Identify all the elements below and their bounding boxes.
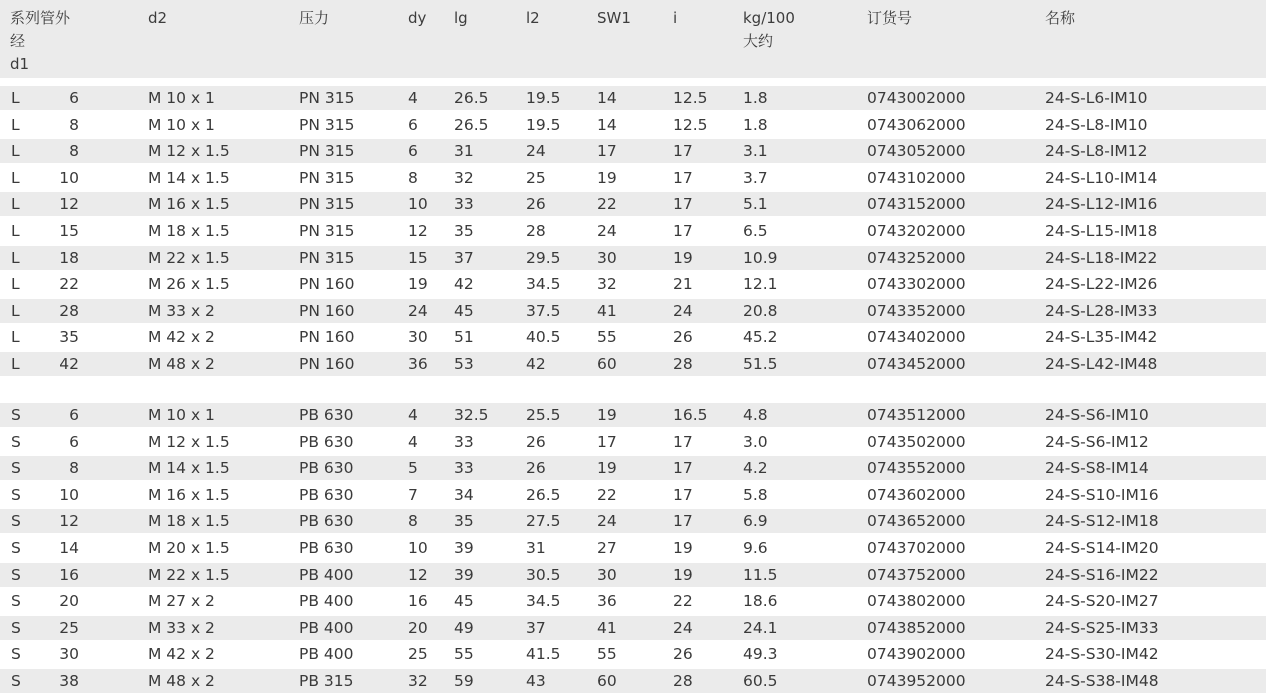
i-cell: 17 bbox=[673, 459, 693, 478]
sw1-cell: 41 bbox=[597, 301, 617, 320]
outer-diameter-cell: 38 bbox=[59, 672, 79, 690]
thread-d2-cell: M 42 x 2 bbox=[148, 645, 215, 664]
sw1-cell: 36 bbox=[597, 592, 617, 611]
order-number-cell: 0743002000 bbox=[867, 89, 966, 107]
sw1-cell: 60 bbox=[597, 355, 617, 373]
table-row bbox=[0, 403, 1266, 427]
order-number-cell: 0743452000 bbox=[867, 355, 966, 373]
table-row bbox=[0, 456, 1266, 480]
table-row bbox=[0, 219, 1266, 243]
outer-diameter-cell: 15 bbox=[59, 222, 79, 240]
pressure-cell: PB 630 bbox=[299, 539, 354, 557]
series-cell: L bbox=[11, 248, 20, 267]
l2-cell: 37.5 bbox=[526, 301, 561, 320]
sw1-cell: 55 bbox=[597, 328, 617, 347]
table-row bbox=[0, 325, 1266, 349]
series-cell: L bbox=[11, 89, 20, 107]
i-cell: 26 bbox=[673, 645, 693, 664]
table-row bbox=[0, 589, 1266, 613]
l2-cell: 24 bbox=[526, 142, 546, 161]
lg-cell: 26.5 bbox=[454, 115, 489, 134]
dy-cell: 4 bbox=[408, 89, 418, 107]
pressure-cell: PN 315 bbox=[299, 89, 355, 107]
order-number-cell: 0743652000 bbox=[867, 512, 966, 531]
header-sw1: SW1 bbox=[597, 9, 631, 27]
sw1-cell: 60 bbox=[597, 672, 617, 690]
order-number-cell: 0743102000 bbox=[867, 168, 966, 187]
pressure-cell: PN 315 bbox=[299, 248, 355, 267]
thread-d2-cell: M 48 x 2 bbox=[148, 355, 215, 373]
thread-d2-cell: M 14 x 1.5 bbox=[148, 168, 230, 187]
series-cell: S bbox=[11, 459, 21, 478]
order-number-cell: 0743852000 bbox=[867, 618, 966, 637]
outer-diameter-cell: 10 bbox=[59, 168, 79, 187]
thread-d2-cell: M 10 x 1 bbox=[148, 115, 215, 134]
thread-d2-cell: M 12 x 1.5 bbox=[148, 142, 230, 161]
sw1-cell: 55 bbox=[597, 645, 617, 664]
sw1-cell: 19 bbox=[597, 406, 617, 424]
series-cell: S bbox=[11, 539, 21, 557]
outer-diameter-cell: 16 bbox=[59, 565, 79, 584]
i-cell: 17 bbox=[673, 512, 693, 531]
l2-cell: 25.5 bbox=[526, 406, 561, 424]
dy-cell: 5 bbox=[408, 459, 418, 478]
weight-cell: 4.2 bbox=[743, 459, 768, 478]
sw1-cell: 17 bbox=[597, 142, 617, 161]
part-name-cell: 24-S-L8-IM12 bbox=[1045, 142, 1148, 161]
part-name-cell: 24-S-S30-IM42 bbox=[1045, 645, 1159, 664]
lg-cell: 33 bbox=[454, 459, 474, 478]
part-name-cell: 24-S-S16-IM22 bbox=[1045, 565, 1159, 584]
header-series-d1: 系列管外 经 d1 bbox=[10, 9, 71, 73]
weight-cell: 3.7 bbox=[743, 168, 768, 187]
series-cell: S bbox=[11, 672, 21, 690]
dy-cell: 6 bbox=[408, 142, 418, 161]
table-row bbox=[0, 616, 1266, 640]
lg-cell: 35 bbox=[454, 222, 474, 240]
pressure-cell: PB 400 bbox=[299, 565, 354, 584]
lg-cell: 39 bbox=[454, 565, 474, 584]
outer-diameter-cell: 6 bbox=[69, 406, 79, 424]
outer-diameter-cell: 8 bbox=[69, 115, 79, 134]
table-row bbox=[0, 509, 1266, 533]
order-number-cell: 0743552000 bbox=[867, 459, 966, 478]
thread-d2-cell: M 33 x 2 bbox=[148, 618, 215, 637]
header-l2: l2 bbox=[526, 9, 540, 27]
thread-d2-cell: M 42 x 2 bbox=[148, 328, 215, 347]
thread-d2-cell: M 10 x 1 bbox=[148, 406, 215, 424]
dy-cell: 4 bbox=[408, 406, 418, 424]
i-cell: 26 bbox=[673, 328, 693, 347]
outer-diameter-cell: 30 bbox=[59, 645, 79, 664]
dy-cell: 36 bbox=[408, 355, 428, 373]
part-name-cell: 24-S-L42-IM48 bbox=[1045, 355, 1158, 373]
header-pressure: 压力 bbox=[299, 9, 330, 27]
order-number-cell: 0743252000 bbox=[867, 248, 966, 267]
part-name-cell: 24-S-S38-IM48 bbox=[1045, 672, 1159, 690]
weight-cell: 3.0 bbox=[743, 432, 768, 451]
thread-d2-cell: M 48 x 2 bbox=[148, 672, 215, 690]
order-number-cell: 0743402000 bbox=[867, 328, 966, 347]
header-lg: lg bbox=[454, 9, 468, 27]
series-cell: L bbox=[11, 195, 20, 214]
series-cell: L bbox=[11, 275, 20, 294]
thread-d2-cell: M 10 x 1 bbox=[148, 89, 215, 107]
i-cell: 16.5 bbox=[673, 406, 708, 424]
outer-diameter-cell: 6 bbox=[69, 89, 79, 107]
i-cell: 17 bbox=[673, 168, 693, 187]
dy-cell: 8 bbox=[408, 512, 418, 531]
pressure-cell: PN 315 bbox=[299, 222, 355, 240]
sw1-cell: 24 bbox=[597, 222, 617, 240]
weight-cell: 12.1 bbox=[743, 275, 778, 294]
l2-cell: 27.5 bbox=[526, 512, 561, 531]
l2-cell: 34.5 bbox=[526, 275, 561, 294]
lg-cell: 31 bbox=[454, 142, 474, 161]
lg-cell: 55 bbox=[454, 645, 474, 664]
pressure-cell: PB 400 bbox=[299, 592, 354, 611]
header-i: i bbox=[673, 9, 678, 27]
dy-cell: 12 bbox=[408, 565, 428, 584]
pressure-cell: PN 315 bbox=[299, 195, 355, 214]
part-name-cell: 24-S-L28-IM33 bbox=[1045, 301, 1158, 320]
table-row bbox=[0, 563, 1266, 587]
lg-cell: 33 bbox=[454, 432, 474, 451]
table-row bbox=[0, 86, 1266, 110]
l2-cell: 29.5 bbox=[526, 248, 561, 267]
dy-cell: 6 bbox=[408, 115, 418, 134]
sw1-cell: 19 bbox=[597, 459, 617, 478]
pressure-cell: PB 315 bbox=[299, 672, 354, 690]
sw1-cell: 22 bbox=[597, 195, 617, 214]
i-cell: 12.5 bbox=[673, 115, 708, 134]
l2-cell: 30.5 bbox=[526, 565, 561, 584]
order-number-cell: 0743502000 bbox=[867, 432, 966, 451]
lg-cell: 45 bbox=[454, 301, 474, 320]
sw1-cell: 24 bbox=[597, 512, 617, 531]
table-row bbox=[0, 642, 1266, 666]
header-dy: dy bbox=[408, 9, 427, 27]
l2-cell: 41.5 bbox=[526, 645, 561, 664]
series-cell: L bbox=[11, 115, 20, 134]
pressure-cell: PB 630 bbox=[299, 485, 354, 504]
l2-cell: 28 bbox=[526, 222, 546, 240]
part-name-cell: 24-S-L18-IM22 bbox=[1045, 248, 1158, 267]
pressure-cell: PN 160 bbox=[299, 328, 355, 347]
table-row bbox=[0, 113, 1266, 137]
i-cell: 19 bbox=[673, 539, 693, 557]
series-cell: S bbox=[11, 565, 21, 584]
dy-cell: 32 bbox=[408, 672, 428, 690]
order-number-cell: 0743512000 bbox=[867, 406, 966, 424]
weight-cell: 6.5 bbox=[743, 222, 768, 240]
i-cell: 21 bbox=[673, 275, 693, 294]
series-cell: S bbox=[11, 406, 21, 424]
dy-cell: 12 bbox=[408, 222, 428, 240]
thread-d2-cell: M 27 x 2 bbox=[148, 592, 215, 611]
series-cell: S bbox=[11, 592, 21, 611]
order-number-cell: 0743952000 bbox=[867, 672, 966, 690]
sw1-cell: 17 bbox=[597, 432, 617, 451]
part-name-cell: 24-S-S14-IM20 bbox=[1045, 539, 1159, 557]
dy-cell: 24 bbox=[408, 301, 428, 320]
table-row bbox=[0, 669, 1266, 693]
l2-cell: 26 bbox=[526, 432, 546, 451]
part-name-cell: 24-S-L15-IM18 bbox=[1045, 222, 1158, 240]
i-cell: 19 bbox=[673, 565, 693, 584]
outer-diameter-cell: 18 bbox=[59, 248, 79, 267]
thread-d2-cell: M 16 x 1.5 bbox=[148, 195, 230, 214]
part-name-cell: 24-S-S6-IM10 bbox=[1045, 406, 1149, 424]
thread-d2-cell: M 26 x 1.5 bbox=[148, 275, 230, 294]
weight-cell: 1.8 bbox=[743, 89, 768, 107]
pressure-cell: PN 315 bbox=[299, 142, 355, 161]
l2-cell: 37 bbox=[526, 618, 546, 637]
part-name-cell: 24-S-S12-IM18 bbox=[1045, 512, 1159, 531]
dy-cell: 10 bbox=[408, 539, 428, 557]
lg-cell: 34 bbox=[454, 485, 474, 504]
table-header bbox=[0, 0, 1266, 78]
l2-cell: 26 bbox=[526, 195, 546, 214]
outer-diameter-cell: 10 bbox=[59, 485, 79, 504]
lg-cell: 26.5 bbox=[454, 89, 489, 107]
lg-cell: 49 bbox=[454, 618, 474, 637]
lg-cell: 32 bbox=[454, 168, 474, 187]
weight-cell: 4.8 bbox=[743, 406, 768, 424]
weight-cell: 20.8 bbox=[743, 301, 778, 320]
thread-d2-cell: M 33 x 2 bbox=[148, 301, 215, 320]
dy-cell: 4 bbox=[408, 432, 418, 451]
pressure-cell: PN 160 bbox=[299, 355, 355, 373]
pressure-cell: PN 315 bbox=[299, 115, 355, 134]
table-row bbox=[0, 246, 1266, 270]
dy-cell: 15 bbox=[408, 248, 428, 267]
series-cell: S bbox=[11, 485, 21, 504]
part-name-cell: 24-S-S20-IM27 bbox=[1045, 592, 1159, 611]
i-cell: 12.5 bbox=[673, 89, 708, 107]
outer-diameter-cell: 8 bbox=[69, 142, 79, 161]
outer-diameter-cell: 42 bbox=[59, 355, 79, 373]
order-number-cell: 0743802000 bbox=[867, 592, 966, 611]
part-name-cell: 24-S-L12-IM16 bbox=[1045, 195, 1158, 214]
l2-cell: 34.5 bbox=[526, 592, 561, 611]
header-name: 名称 bbox=[1045, 9, 1076, 27]
weight-cell: 49.3 bbox=[743, 645, 778, 664]
table-row bbox=[0, 352, 1266, 376]
pressure-cell: PB 400 bbox=[299, 645, 354, 664]
outer-diameter-cell: 6 bbox=[69, 432, 79, 451]
i-cell: 28 bbox=[673, 355, 693, 373]
outer-diameter-cell: 35 bbox=[59, 328, 79, 347]
sw1-cell: 30 bbox=[597, 248, 617, 267]
l2-cell: 26.5 bbox=[526, 485, 561, 504]
dy-cell: 8 bbox=[408, 168, 418, 187]
series-cell: S bbox=[11, 618, 21, 637]
l2-cell: 31 bbox=[526, 539, 546, 557]
sw1-cell: 22 bbox=[597, 485, 617, 504]
table-row bbox=[0, 536, 1266, 560]
weight-cell: 6.9 bbox=[743, 512, 768, 531]
table-row bbox=[0, 430, 1266, 454]
l2-cell: 26 bbox=[526, 459, 546, 478]
thread-d2-cell: M 20 x 1.5 bbox=[148, 539, 230, 557]
lg-cell: 35 bbox=[454, 512, 474, 531]
table-row bbox=[0, 166, 1266, 190]
part-name-cell: 24-S-S8-IM14 bbox=[1045, 459, 1149, 478]
series-cell: L bbox=[11, 355, 20, 373]
header-weight: kg/100 大约 bbox=[743, 9, 795, 50]
pressure-cell: PB 630 bbox=[299, 459, 354, 478]
sw1-cell: 32 bbox=[597, 275, 617, 294]
series-cell: L bbox=[11, 142, 20, 161]
order-number-cell: 0743302000 bbox=[867, 275, 966, 294]
i-cell: 17 bbox=[673, 485, 693, 504]
weight-cell: 51.5 bbox=[743, 355, 778, 373]
weight-cell: 24.1 bbox=[743, 618, 778, 637]
i-cell: 22 bbox=[673, 592, 693, 611]
series-cell: L bbox=[11, 222, 20, 240]
order-number-cell: 0743062000 bbox=[867, 115, 966, 134]
dy-cell: 25 bbox=[408, 645, 428, 664]
header-d2: d2 bbox=[148, 9, 168, 27]
lg-cell: 59 bbox=[454, 672, 474, 690]
l2-cell: 19.5 bbox=[526, 115, 561, 134]
part-name-cell: 24-S-S6-IM12 bbox=[1045, 432, 1149, 451]
series-cell: S bbox=[11, 432, 21, 451]
outer-diameter-cell: 12 bbox=[59, 512, 79, 531]
order-number-cell: 0743152000 bbox=[867, 195, 966, 214]
series-cell: L bbox=[11, 168, 20, 187]
l2-cell: 42 bbox=[526, 355, 546, 373]
order-number-cell: 0743602000 bbox=[867, 485, 966, 504]
thread-d2-cell: M 22 x 1.5 bbox=[148, 565, 230, 584]
i-cell: 17 bbox=[673, 142, 693, 161]
sw1-cell: 27 bbox=[597, 539, 617, 557]
outer-diameter-cell: 8 bbox=[69, 459, 79, 478]
part-name-cell: 24-S-L6-IM10 bbox=[1045, 89, 1148, 107]
pressure-cell: PB 630 bbox=[299, 406, 354, 424]
series-cell: S bbox=[11, 512, 21, 531]
series-cell: L bbox=[11, 301, 20, 320]
dy-cell: 20 bbox=[408, 618, 428, 637]
pressure-cell: PB 630 bbox=[299, 512, 354, 531]
weight-cell: 3.1 bbox=[743, 142, 768, 161]
thread-d2-cell: M 12 x 1.5 bbox=[148, 432, 230, 451]
thread-d2-cell: M 16 x 1.5 bbox=[148, 485, 230, 504]
pressure-cell: PN 315 bbox=[299, 168, 355, 187]
weight-cell: 1.8 bbox=[743, 115, 768, 134]
lg-cell: 39 bbox=[454, 539, 474, 557]
table-row bbox=[0, 299, 1266, 323]
table-row bbox=[0, 192, 1266, 216]
weight-cell: 11.5 bbox=[743, 565, 778, 584]
weight-cell: 5.1 bbox=[743, 195, 768, 214]
table-row bbox=[0, 139, 1266, 163]
part-name-cell: 24-S-L35-IM42 bbox=[1045, 328, 1158, 347]
outer-diameter-cell: 12 bbox=[59, 195, 79, 214]
i-cell: 28 bbox=[673, 672, 693, 690]
outer-diameter-cell: 22 bbox=[59, 275, 79, 294]
order-number-cell: 0743902000 bbox=[867, 645, 966, 664]
i-cell: 24 bbox=[673, 618, 693, 637]
lg-cell: 37 bbox=[454, 248, 474, 267]
dy-cell: 16 bbox=[408, 592, 428, 611]
outer-diameter-cell: 25 bbox=[59, 618, 79, 637]
outer-diameter-cell: 28 bbox=[59, 301, 79, 320]
l2-cell: 25 bbox=[526, 168, 546, 187]
l2-cell: 19.5 bbox=[526, 89, 561, 107]
l2-cell: 43 bbox=[526, 672, 546, 690]
series-cell: S bbox=[11, 645, 21, 664]
pressure-cell: PB 400 bbox=[299, 618, 354, 637]
part-name-cell: 24-S-L10-IM14 bbox=[1045, 168, 1158, 187]
weight-cell: 10.9 bbox=[743, 248, 778, 267]
thread-d2-cell: M 14 x 1.5 bbox=[148, 459, 230, 478]
lg-cell: 32.5 bbox=[454, 406, 489, 424]
pressure-cell: PN 160 bbox=[299, 301, 355, 320]
dy-cell: 7 bbox=[408, 485, 418, 504]
lg-cell: 53 bbox=[454, 355, 474, 373]
order-number-cell: 0743052000 bbox=[867, 142, 966, 161]
i-cell: 17 bbox=[673, 222, 693, 240]
part-name-cell: 24-S-S25-IM33 bbox=[1045, 618, 1159, 637]
order-number-cell: 0743752000 bbox=[867, 565, 966, 584]
l2-cell: 40.5 bbox=[526, 328, 561, 347]
weight-cell: 45.2 bbox=[743, 328, 778, 347]
thread-d2-cell: M 18 x 1.5 bbox=[148, 512, 230, 531]
pressure-cell: PB 630 bbox=[299, 432, 354, 451]
i-cell: 19 bbox=[673, 248, 693, 267]
lg-cell: 45 bbox=[454, 592, 474, 611]
sw1-cell: 19 bbox=[597, 168, 617, 187]
weight-cell: 9.6 bbox=[743, 539, 768, 557]
outer-diameter-cell: 14 bbox=[59, 539, 79, 557]
part-name-cell: 24-S-L8-IM10 bbox=[1045, 115, 1148, 134]
sw1-cell: 30 bbox=[597, 565, 617, 584]
order-number-cell: 0743702000 bbox=[867, 539, 966, 557]
lg-cell: 42 bbox=[454, 275, 474, 294]
i-cell: 17 bbox=[673, 432, 693, 451]
lg-cell: 33 bbox=[454, 195, 474, 214]
dy-cell: 30 bbox=[408, 328, 428, 347]
order-number-cell: 0743352000 bbox=[867, 301, 966, 320]
thread-d2-cell: M 18 x 1.5 bbox=[148, 222, 230, 240]
part-name-cell: 24-S-S10-IM16 bbox=[1045, 485, 1159, 504]
weight-cell: 18.6 bbox=[743, 592, 778, 611]
sw1-cell: 14 bbox=[597, 115, 617, 134]
i-cell: 17 bbox=[673, 195, 693, 214]
pressure-cell: PN 160 bbox=[299, 275, 355, 294]
weight-cell: 60.5 bbox=[743, 672, 778, 690]
lg-cell: 51 bbox=[454, 328, 474, 347]
sw1-cell: 41 bbox=[597, 618, 617, 637]
order-number-cell: 0743202000 bbox=[867, 222, 966, 240]
sw1-cell: 14 bbox=[597, 89, 617, 107]
weight-cell: 5.8 bbox=[743, 485, 768, 504]
table-row bbox=[0, 272, 1266, 296]
thread-d2-cell: M 22 x 1.5 bbox=[148, 248, 230, 267]
outer-diameter-cell: 20 bbox=[59, 592, 79, 611]
part-name-cell: 24-S-L22-IM26 bbox=[1045, 275, 1158, 294]
dy-cell: 19 bbox=[408, 275, 428, 294]
dy-cell: 10 bbox=[408, 195, 428, 214]
series-cell: L bbox=[11, 328, 20, 347]
header-order-number: 订货号 bbox=[867, 9, 913, 27]
i-cell: 24 bbox=[673, 301, 693, 320]
table-row bbox=[0, 483, 1266, 507]
